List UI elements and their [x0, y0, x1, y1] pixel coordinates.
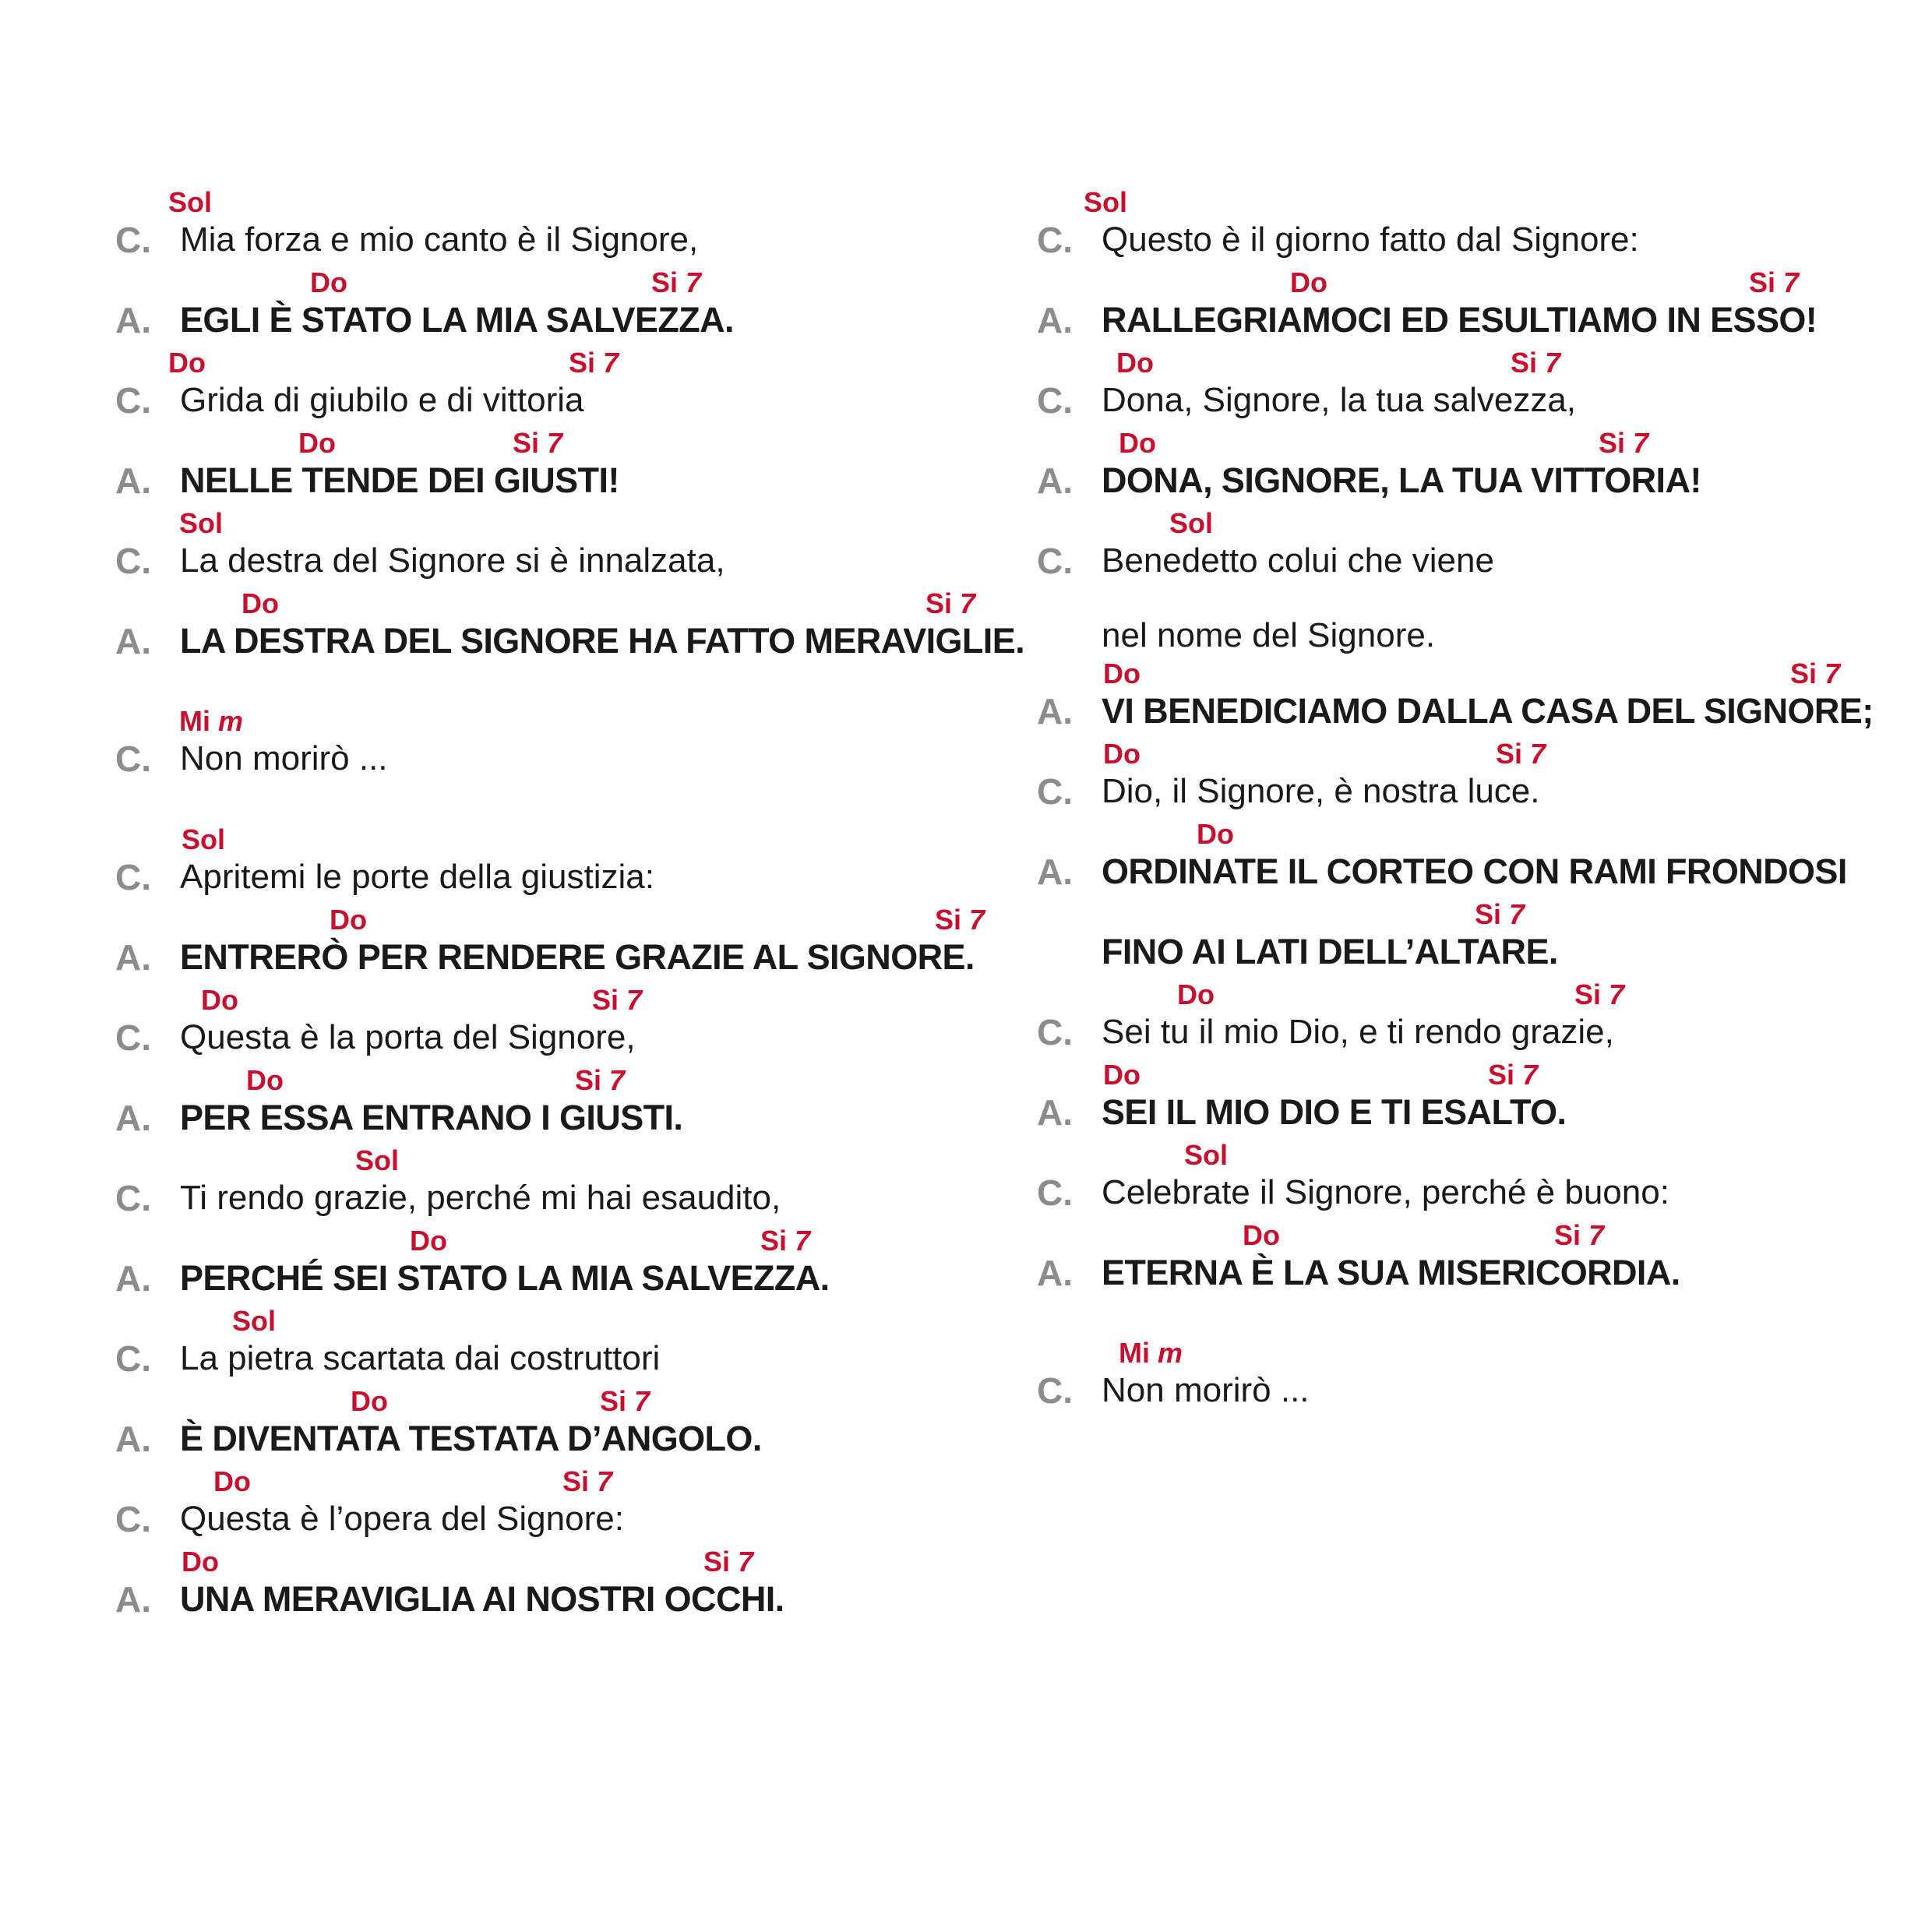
- cantor-verse-text: Questa è l’opera del Signore:: [180, 1500, 624, 1538]
- chord-label: Sol: [1184, 1139, 1229, 1171]
- assembly-marker: A.: [115, 1258, 151, 1299]
- cantor-marker: C.: [1037, 220, 1073, 260]
- chord-label: Do: [1177, 978, 1215, 1010]
- chord-label: Do: [1119, 427, 1156, 459]
- cantor-verse-text: Sei tu il mio Dio, e ti rendo grazie,: [1102, 1013, 1614, 1051]
- assembly-response-text: RALLEGRIAMOCI ED ESULTIAMO IN ESSO!: [1102, 300, 1817, 340]
- cantor-verse-text: Questa è la porta del Signore,: [180, 1018, 636, 1056]
- cantor-marker: C.: [115, 1338, 151, 1379]
- chord-label: Si 7: [1574, 978, 1625, 1010]
- chord-label: Si 7: [925, 587, 976, 619]
- cantor-verse-text: Apritemi le porte della giustizia:: [180, 858, 654, 896]
- chord-label: Mi m: [1119, 1337, 1183, 1369]
- chord-label: Do: [330, 904, 367, 936]
- chord-label: Si 7: [935, 904, 985, 936]
- chord-label: Do: [1116, 347, 1154, 379]
- chord-label: Do: [1197, 818, 1234, 850]
- assembly-marker: A.: [115, 1419, 151, 1459]
- assembly-response-text: ETERNA È LA SUA MISERICORDIA.: [1102, 1253, 1680, 1292]
- chord-label: Do: [410, 1225, 447, 1257]
- assembly-marker: A.: [1037, 1092, 1073, 1133]
- left-column: [115, 0, 1035, 1932]
- cantor-marker: C.: [115, 1178, 151, 1218]
- assembly-response-text: ENTRERÒ PER RENDERE GRAZIE AL SIGNORE.: [180, 937, 975, 977]
- cantor-verse-text: Dona, Signore, la tua salvezza,: [1102, 381, 1577, 419]
- assembly-response-text: LA DESTRA DEL SIGNORE HA FATTO MERAVIGLIE.: [180, 621, 1025, 661]
- chord-label: Si 7: [703, 1546, 754, 1578]
- assembly-marker: A.: [1037, 691, 1073, 732]
- cantor-marker: C.: [115, 857, 151, 897]
- assembly-marker: A.: [115, 1098, 151, 1138]
- chord-label: Do: [213, 1465, 251, 1497]
- chord-label: Si 7: [513, 427, 563, 459]
- chord-label: Si 7: [575, 1064, 626, 1096]
- chord-label: Do: [201, 984, 238, 1016]
- chord-label: Sol: [1169, 507, 1214, 539]
- chord-label: Sol: [1084, 186, 1128, 218]
- cantor-marker: C.: [1037, 541, 1073, 581]
- assembly-marker: A.: [115, 1579, 151, 1620]
- cantor-verse-text: nel nome del Signore.: [1102, 616, 1436, 654]
- chord-label: Mi m: [179, 705, 244, 737]
- cantor-verse-text: Grida di giubilo e di vittoria: [180, 381, 584, 419]
- cantor-verse-text: La pietra scartata dai costruttori: [180, 1339, 661, 1377]
- chord-label: Sol: [179, 507, 224, 539]
- chord-label: Si 7: [592, 984, 643, 1016]
- assembly-marker: A.: [115, 621, 151, 661]
- chord-label: Si 7: [1599, 427, 1649, 459]
- cantor-marker: C.: [115, 541, 151, 581]
- cantor-marker: C.: [115, 1017, 151, 1058]
- assembly-response-text: NELLE TENDE DEI GIUSTI!: [180, 460, 619, 500]
- chord-label: Do: [1103, 738, 1141, 770]
- cantor-marker: C.: [1037, 771, 1073, 812]
- cantor-marker: C.: [1037, 1012, 1073, 1052]
- cantor-verse-text: Non morirò ...: [1102, 1371, 1310, 1409]
- chord-label: Si 7: [651, 266, 702, 298]
- chord-label: Do: [1103, 1059, 1141, 1091]
- assembly-response-text: UNA MERAVIGLIA AI NOSTRI OCCHI.: [180, 1579, 784, 1619]
- cantor-verse-text: Dio, il Signore, è nostra luce.: [1102, 772, 1540, 810]
- cantor-marker: C.: [1037, 1370, 1073, 1411]
- chord-label: Si 7: [600, 1385, 650, 1417]
- cantor-verse-text: La destra del Signore si è innalzata,: [180, 541, 725, 580]
- assembly-response-text: PERCHÉ SEI STATO LA MIA SALVEZZA.: [180, 1258, 830, 1298]
- cantor-marker: C.: [1037, 1172, 1073, 1213]
- cantor-verse-text: Benedetto colui che viene: [1102, 541, 1494, 580]
- chord-label: Si 7: [1496, 738, 1546, 770]
- cantor-marker: C.: [115, 380, 151, 421]
- cantor-verse-text: Mia forza e mio canto è il Signore,: [180, 220, 699, 259]
- chord-label: Si 7: [569, 347, 619, 379]
- chord-label: Do: [1103, 658, 1141, 689]
- assembly-marker: A.: [115, 460, 151, 501]
- chord-label: Si 7: [1488, 1059, 1539, 1091]
- chord-label: Do: [351, 1385, 388, 1417]
- cantor-marker: C.: [1037, 380, 1073, 421]
- chord-label: Si 7: [1790, 658, 1841, 689]
- chord-label: Si 7: [1554, 1219, 1605, 1251]
- assembly-response-text: SEI IL MIO DIO E TI ESALTO.: [1102, 1092, 1567, 1132]
- assembly-response-text: ORDINATE IL CORTEO CON RAMI FRONDOSI: [1102, 851, 1847, 891]
- assembly-response-text: FINO AI LATI DELL’ALTARE.: [1102, 932, 1558, 971]
- chord-label: Si 7: [760, 1225, 811, 1257]
- assembly-response-text: È DIVENTATA TESTATA D’ANGOLO.: [180, 1419, 762, 1458]
- cantor-marker: C.: [115, 220, 151, 260]
- assembly-marker: A.: [115, 937, 151, 978]
- assembly-marker: A.: [1037, 851, 1073, 892]
- cantor-verse-text: Questo è il giorno fatto dal Signore:: [1102, 220, 1639, 259]
- chord-label: Si 7: [1475, 898, 1525, 930]
- chord-label: Sol: [355, 1144, 400, 1176]
- cantor-verse-text: Celebrate il Signore, perché è buono:: [1102, 1173, 1669, 1211]
- chord-label: Sol: [168, 186, 213, 218]
- assembly-response-text: PER ESSA ENTRANO I GIUSTI.: [180, 1098, 683, 1137]
- chord-label: Do: [182, 1546, 219, 1578]
- assembly-marker: A.: [1037, 300, 1073, 340]
- cantor-marker: C.: [115, 1499, 151, 1539]
- right-column: [1037, 0, 1932, 1932]
- cantor-verse-text: Ti rendo grazie, perché mi hai esaudito,: [180, 1179, 781, 1217]
- chord-label: Si 7: [1511, 347, 1561, 379]
- cantor-marker: C.: [115, 739, 151, 779]
- assembly-marker: A.: [115, 300, 151, 340]
- chord-label: Sol: [182, 823, 226, 855]
- chord-label: Do: [168, 347, 206, 379]
- chord-label: Do: [1243, 1219, 1280, 1251]
- cantor-verse-text: Non morirò ...: [180, 739, 388, 777]
- chord-label: Do: [310, 266, 347, 298]
- chord-label: Si 7: [1749, 266, 1800, 298]
- chord-label: Do: [246, 1064, 284, 1096]
- assembly-marker: A.: [1037, 460, 1073, 501]
- assembly-response-text: DONA, SIGNORE, LA TUA VITTORIA!: [1102, 460, 1701, 500]
- assembly-marker: A.: [1037, 1253, 1073, 1293]
- assembly-response-text: EGLI È STATO LA MIA SALVEZZA.: [180, 300, 734, 340]
- chord-label: Do: [242, 587, 279, 619]
- chord-label: Sol: [232, 1305, 277, 1337]
- chord-label: Do: [298, 427, 336, 459]
- assembly-response-text: VI BENEDICIAMO DALLA CASA DEL SIGNORE;: [1102, 691, 1874, 731]
- chord-label: Si 7: [562, 1465, 613, 1497]
- chord-label: Do: [1290, 266, 1327, 298]
